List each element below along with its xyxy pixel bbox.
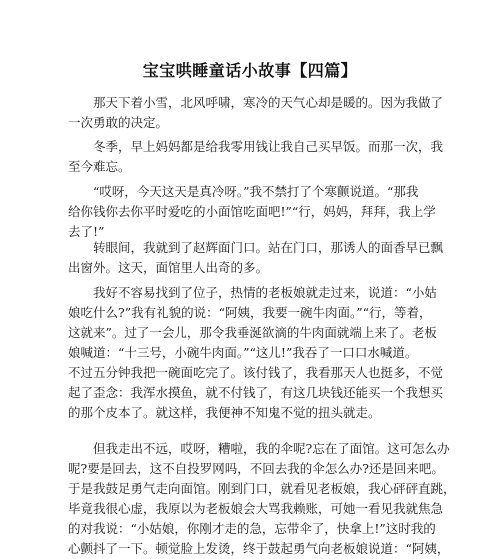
- text-line: 不过五分钟我把一碗面吃完了。该付钱了，我看那天人也挺多，不觉: [68, 365, 444, 380]
- text-line: 至今难忘。: [68, 159, 131, 174]
- text-line: 的对我说：“小姑娘，你刚才走的急，忘带伞了，快拿上!”这时我的: [68, 521, 436, 536]
- text-line: 的那个皮本了。就这样，我便神不知鬼不觉的扭头就走。: [68, 405, 381, 420]
- text-line: 那天下着小雪，北风呼啸，寒冷的天气心却是暖的。因为我做了: [93, 95, 444, 110]
- paragraph-1: [68, 93, 444, 133]
- text-line: 于是我鼓足勇气走向面馆。刚到门口，就看见老板娘，我心砰砰直跳，: [68, 481, 456, 496]
- text-line: 给你钱你去你平时爱吃的小面馆吃面吧!”“行，妈妈，拜拜，我上学: [68, 204, 436, 219]
- text-line: 冬季，早上妈妈都是给我零用钱让我自己买早饭。而那一次，我: [93, 139, 444, 154]
- text-line: 呢?要是回去，这不自投罗网吗，不回去我的伞怎么办?还是回来吧。: [68, 461, 444, 476]
- text-line: 去了!”: [68, 224, 105, 239]
- text-line: 转眼间，我就到了赵辉面门口。站在门口，那诱人的面香早已飘: [93, 240, 444, 255]
- text-line: 娘喊道：“十三号，小碗牛肉面。”“这儿!”我吞了一口口水喊道。: [68, 345, 418, 360]
- text-line: “哎呀，今天这天是真冷呀。”我不禁打了个寒颤说道。“那我: [93, 184, 419, 199]
- text-line: 我好不容易找到了位子，热情的老板娘就走过来，说道：“小姑: [93, 285, 437, 300]
- text-line: 心颤抖了一下。顿觉脸上发烫，终于鼓起勇气向老板娘说道：“阿姨，: [68, 541, 450, 556]
- text-line: 毕竟我很心虚，我原以为老板娘会大骂我赖账，可她一看见我就焦急: [68, 501, 444, 516]
- text-line: 娘吃什么?”我有礼貌的说：“阿姨，我要一碗牛肉面。”“行，等着，: [68, 305, 432, 320]
- text-line: 这就来”。过了一会儿，那令我垂涎欲滴的牛肉面就端上来了。老板: [68, 325, 437, 340]
- paragraph-6: [68, 439, 456, 559]
- text-line: 起了歪念：我浑水摸鱼，就不付钱了，有这几块钱还能买一个我想买: [68, 385, 444, 400]
- text-line: 出窗外。这天，面馆里人出奇的多。: [68, 260, 269, 275]
- paragraph-3: [68, 182, 438, 242]
- text-line: 一次勇敢的决定。: [68, 115, 169, 130]
- paragraph-2: [68, 137, 444, 177]
- text-line: 但我走出不远，哎呀，糟啦，我的伞呢?忘在了面馆。这可怎么办: [93, 441, 450, 456]
- paragraph-4: [68, 238, 444, 278]
- document-title: 宝宝哄睡童话小故事【四篇】: [142, 61, 358, 80]
- paragraph-5: [68, 283, 444, 423]
